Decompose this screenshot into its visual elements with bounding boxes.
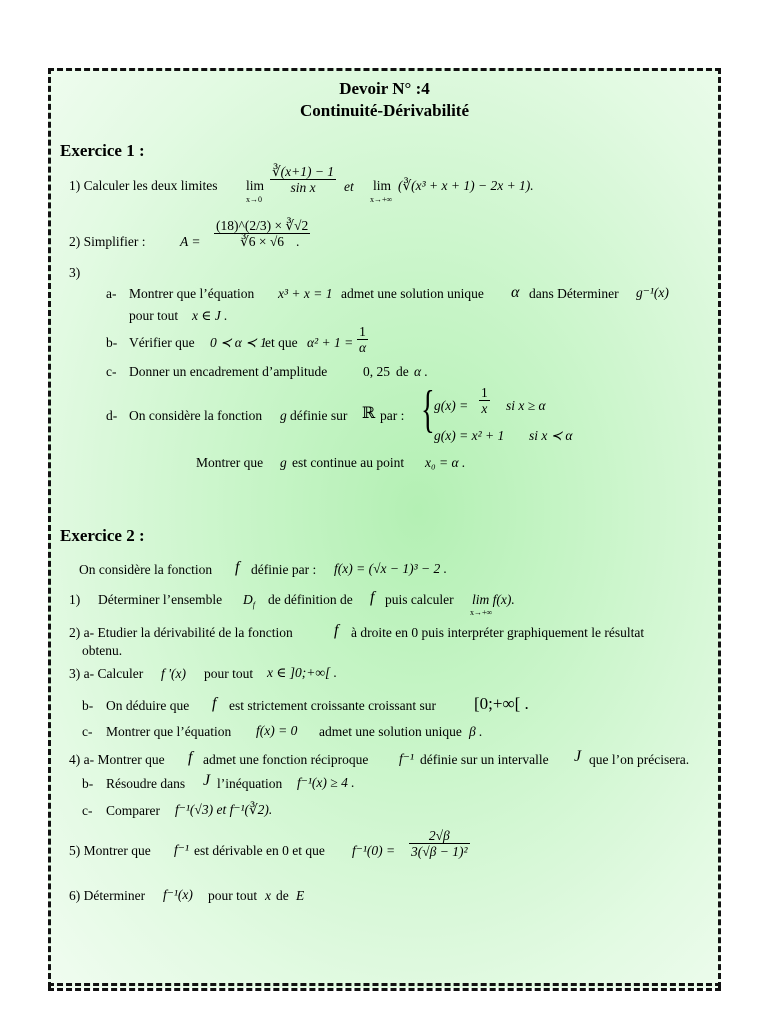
- ex2-q4a-J: J: [574, 748, 582, 765]
- ex1-q2-period: .: [296, 234, 300, 249]
- ex2-intro-f: f: [235, 559, 240, 576]
- ex2-q3b-label: b-: [82, 698, 94, 713]
- ex2-q6-de: de: [276, 888, 289, 903]
- ex1-qa-text3: dans Déterminer: [529, 286, 619, 301]
- ex1-q1-lim2: lim: [373, 178, 392, 193]
- ex2-q3b-text2: est strictement croissante croissant sur: [229, 698, 436, 713]
- ex1-qd-case2: g(x) = x² + 1: [434, 428, 505, 443]
- ex2-q2-line2: obtenu.: [82, 643, 123, 658]
- ex1-q2-label: 2) Simplifier :: [69, 234, 146, 249]
- ex1-qd-case1-lhs: g(x) =: [434, 398, 469, 413]
- ex1-q2-fraction: $\frac{(18)\^{}(2/3) \times ∛√2}{∛6 \times √6}$: [216, 218, 309, 249]
- ex2-q3b-text1: On déduire que: [106, 698, 190, 713]
- ex2-q2-f: f: [334, 622, 339, 639]
- ex2-q1-text1: Déterminer l’ensemble: [98, 592, 223, 607]
- ex2-q4c-text: Comparer: [106, 803, 160, 818]
- ex1-qa-ginv: g⁻¹(x): [636, 285, 669, 300]
- exercise-1-heading: Exercice 1 :: [60, 141, 145, 160]
- ex1-qd-R: ℝ: [362, 405, 376, 422]
- ex1-qd-case2-cond: si x ≺ α: [529, 428, 573, 443]
- ex2-q3c-text1: Montrer que l’équation: [106, 724, 232, 739]
- ex2-q6-text2: pour tout: [208, 888, 258, 903]
- ex1-qa-line2b: x ∈ J .: [192, 308, 228, 323]
- ex2-q5-finv: f⁻¹: [174, 842, 189, 857]
- ex2-q6-finv: f⁻¹(x): [163, 887, 193, 902]
- ex2-q3c-text2: admet une solution unique: [319, 724, 462, 739]
- ex1-q1-lim2-sub: x→+∞: [370, 195, 393, 204]
- ex2-q6-x: x: [265, 888, 271, 903]
- ex2-q4a-finv: f⁻¹: [399, 751, 414, 766]
- ex1-qd-brace: {: [421, 381, 435, 438]
- ex1-qa-alpha: α: [511, 284, 520, 301]
- ex2-q5-fraction: $\frac{2√\beta}{\text{3(√β − 1)²}}$: [411, 828, 468, 859]
- ex2-q1-text3: puis calculer: [385, 592, 454, 607]
- ex1-qb-inequality: 0 ≺ α ≺ 1: [210, 335, 267, 350]
- ex2-q4c-label: c-: [82, 803, 93, 818]
- ex2-q3b-f: f: [212, 695, 217, 712]
- ex1-qd-text1: On considère la fonction: [129, 408, 263, 423]
- ex1-q1-lim1-sub: x→0: [246, 195, 262, 204]
- ex1-qd-case1-fraction: $\frac{1}{x}$: [481, 385, 488, 416]
- ex2-q1-Df: $D_f$: [243, 592, 255, 610]
- ex1-qd-text3: par :: [380, 408, 405, 423]
- ex1-qa-text1: Montrer que l’équation: [129, 286, 255, 301]
- ex1-qa-text2: admet une solution unique: [341, 286, 484, 301]
- ex1-qb-text2: et que: [265, 335, 298, 350]
- ex2-q4b-inequality: f⁻¹(x) ≥ 4 .: [297, 775, 355, 790]
- ex2-q3c-beta: β .: [469, 724, 483, 739]
- ex2-q3c-label: c-: [82, 724, 93, 739]
- ex2-q3a-domain: x ∈ ]0;+∞[ .: [267, 665, 337, 680]
- ex1-q1-label: 1) Calculer les deux limites: [69, 178, 218, 193]
- ex2-q2-line1a: 2) a- Etudier la dérivabilité de la fonction: [69, 625, 293, 640]
- exercise-2-heading: Exercice 2 :: [60, 526, 145, 545]
- ex1-qb-fraction: $\frac{1}{\alpha}$: [359, 324, 367, 355]
- ex1-qd-case1-cond: si x ≥ α: [506, 398, 546, 413]
- ex1-qc-value: 0, 25: [363, 364, 390, 379]
- ex1-qd-final-x0: x₀ = α .: [425, 455, 466, 470]
- ex1-qb-text1: Vérifier que: [129, 335, 195, 350]
- ex1-qc-text: Donner un encadrement d’amplitude: [129, 364, 328, 379]
- ex1-qb-eq-lhs: α² + 1 =: [307, 335, 354, 350]
- ex2-q1-f: f: [370, 589, 375, 606]
- page-subtitle: Continuité-Dérivabilité: [299, 101, 470, 120]
- ex1-q1-lim2-expr: (∛(x³ + x + 1) − 2x + 1).: [398, 178, 534, 193]
- ex1-qd-text2: définie sur: [290, 408, 348, 423]
- ex1-q1-fraction: $\frac{∛(x+1) - 1}{\text{sin x}}$: [272, 164, 335, 195]
- ex2-q3b-domain: [0;+∞[ .: [474, 694, 529, 713]
- ex2-q4a-text1: 4) a- Montrer que: [69, 752, 165, 767]
- ex2-q2-line1b: à droite en 0 puis interpréter graphiquement le résultat: [351, 625, 645, 640]
- ex2-intro-def: f(x) = (√x − 1)³ − 2 .: [334, 561, 448, 576]
- ex2-q3c-equation: f(x) = 0: [256, 723, 298, 738]
- ex1-qd-final2: est continue au point: [292, 455, 405, 470]
- ex2-q4b-label: b-: [82, 776, 94, 791]
- ex1-q1-et: et: [344, 179, 354, 194]
- ex1-qb-label: b-: [106, 335, 118, 350]
- ex1-qc-label: c-: [106, 364, 117, 379]
- ex2-q4b-text2: l’inéquation: [217, 776, 283, 791]
- ex2-q5-lhs: f⁻¹(0) =: [352, 843, 396, 858]
- ex2-q1-text2: de définition de: [268, 592, 353, 607]
- page-title: Devoir N° :4: [339, 79, 430, 98]
- ex2-q4b-text1: Résoudre dans: [106, 776, 186, 791]
- ex1-qa-label: a-: [106, 286, 117, 301]
- ex2-q3a-fprime: f '(x): [161, 666, 186, 681]
- ex2-q1-label: 1): [69, 592, 81, 607]
- ex1-q3-label: 3): [69, 265, 81, 280]
- ex2-q4a-text2: admet une fonction réciproque: [203, 752, 369, 767]
- ex2-q3a-text2: pour tout: [204, 666, 254, 681]
- ex2-q4b-J: J: [203, 772, 211, 789]
- ex2-q4a-text4: que l’on précisera.: [589, 752, 690, 767]
- ex1-qc-alpha: α .: [414, 364, 428, 379]
- ex2-q1-lim: lim f(x).: [472, 592, 515, 607]
- ex2-q3a-text: 3) a- Calculer: [69, 666, 144, 681]
- ex1-qd-label: d-: [106, 408, 118, 423]
- ex1-qd-final-g: g: [280, 455, 287, 470]
- ex1-qc-de: de: [396, 364, 409, 379]
- ex2-q5-text1: 5) Montrer que: [69, 843, 151, 858]
- ex2-q4a-text3: définie sur un intervalle: [420, 752, 549, 767]
- ex2-q5-text2: est dérivable en 0 et que: [194, 843, 325, 858]
- ex2-q4a-f: f: [188, 749, 193, 766]
- ex1-qd-final1: Montrer que: [196, 455, 264, 470]
- ex2-q6-text1: 6) Déterminer: [69, 888, 146, 903]
- ex2-q6-E: E: [296, 888, 305, 903]
- ex1-q1-lim1: lim: [246, 178, 265, 193]
- ex2-q4c-expr: f⁻¹(√3) et f⁻¹(∛2).: [175, 802, 273, 817]
- bottom-border: [48, 983, 721, 991]
- ex2-intro2: définie par :: [251, 562, 317, 577]
- ex1-qa-equation: x³ + x = 1: [278, 286, 333, 301]
- ex1-qd-g: g: [280, 408, 287, 423]
- ex2-q1-lim-sub: x→+∞: [470, 608, 493, 617]
- ex1-q2-lhs: A =: [180, 234, 201, 249]
- ex2-intro1: On considère la fonction: [79, 562, 213, 577]
- ex1-qa-line2a: pour tout: [129, 308, 179, 323]
